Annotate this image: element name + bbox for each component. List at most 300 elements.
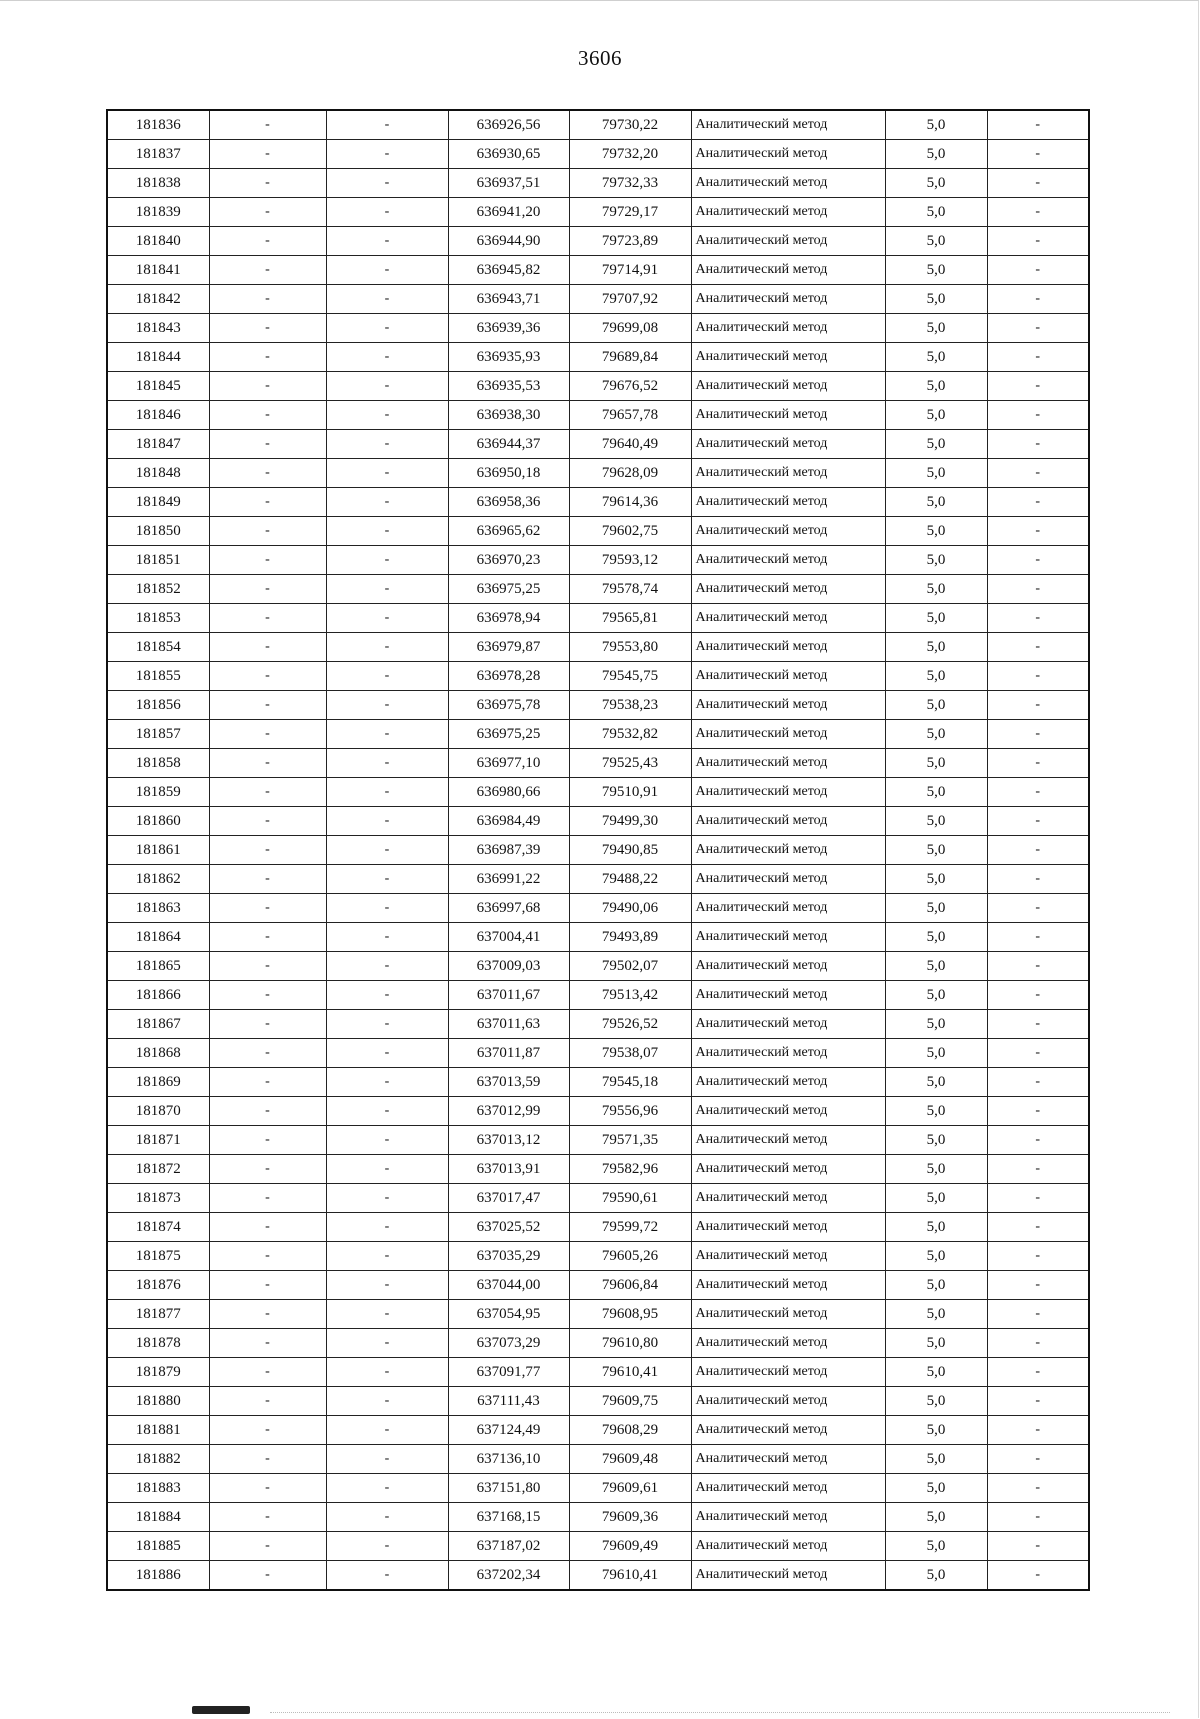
point-number-cell: 181852 [107, 575, 209, 604]
method-cell: Аналитический метод [691, 1387, 885, 1416]
empty-value-cell: - [209, 169, 326, 198]
point-number-cell: 181838 [107, 169, 209, 198]
table-row [107, 1329, 1089, 1358]
accuracy-cell: 5,0 [885, 981, 987, 1010]
point-number-cell: 181854 [107, 633, 209, 662]
empty-value-cell: - [326, 227, 448, 256]
accuracy-cell: 5,0 [885, 894, 987, 923]
empty-value-cell: - [326, 691, 448, 720]
method-cell: Аналитический метод [691, 836, 885, 865]
y-coordinate-cell: 79513,42 [569, 981, 691, 1010]
method-cell: Аналитический метод [691, 546, 885, 575]
table-row [107, 1474, 1089, 1503]
table-row [107, 430, 1089, 459]
point-number-cell: 181857 [107, 720, 209, 749]
accuracy-cell: 5,0 [885, 314, 987, 343]
empty-value-cell: - [326, 1474, 448, 1503]
x-coordinate-cell: 637013,12 [448, 1126, 569, 1155]
table-row [107, 198, 1089, 227]
accuracy-cell: 5,0 [885, 1184, 987, 1213]
method-cell: Аналитический метод [691, 923, 885, 952]
empty-value-cell: - [987, 1387, 1089, 1416]
y-coordinate-cell: 79609,75 [569, 1387, 691, 1416]
empty-value-cell: - [209, 720, 326, 749]
empty-value-cell: - [987, 749, 1089, 778]
accuracy-cell: 5,0 [885, 1097, 987, 1126]
table-row [107, 1503, 1089, 1532]
empty-value-cell: - [209, 1039, 326, 1068]
point-number-cell: 181872 [107, 1155, 209, 1184]
table-row [107, 459, 1089, 488]
table-row [107, 1358, 1089, 1387]
y-coordinate-cell: 79590,61 [569, 1184, 691, 1213]
empty-value-cell: - [326, 1039, 448, 1068]
method-cell: Аналитический метод [691, 1329, 885, 1358]
empty-value-cell: - [209, 662, 326, 691]
empty-value-cell: - [987, 1184, 1089, 1213]
accuracy-cell: 5,0 [885, 691, 987, 720]
empty-value-cell: - [209, 140, 326, 169]
method-cell: Аналитический метод [691, 807, 885, 836]
table-row [107, 401, 1089, 430]
method-cell: Аналитический метод [691, 314, 885, 343]
empty-value-cell: - [987, 227, 1089, 256]
point-number-cell: 181839 [107, 198, 209, 227]
y-coordinate-cell: 79488,22 [569, 865, 691, 894]
x-coordinate-cell: 637013,91 [448, 1155, 569, 1184]
empty-value-cell: - [209, 633, 326, 662]
point-number-cell: 181874 [107, 1213, 209, 1242]
accuracy-cell: 5,0 [885, 1242, 987, 1271]
method-cell: Аналитический метод [691, 343, 885, 372]
accuracy-cell: 5,0 [885, 517, 987, 546]
y-coordinate-cell: 79545,75 [569, 662, 691, 691]
empty-value-cell: - [209, 923, 326, 952]
y-coordinate-cell: 79490,85 [569, 836, 691, 865]
empty-value-cell: - [209, 1416, 326, 1445]
empty-value-cell: - [209, 401, 326, 430]
empty-value-cell: - [326, 546, 448, 575]
method-cell: Аналитический метод [691, 662, 885, 691]
empty-value-cell: - [987, 1271, 1089, 1300]
empty-value-cell: - [987, 575, 1089, 604]
empty-value-cell: - [987, 865, 1089, 894]
accuracy-cell: 5,0 [885, 1561, 987, 1591]
table-row [107, 778, 1089, 807]
point-number-cell: 181858 [107, 749, 209, 778]
accuracy-cell: 5,0 [885, 110, 987, 140]
empty-value-cell: - [987, 488, 1089, 517]
table-row [107, 1213, 1089, 1242]
empty-value-cell: - [987, 952, 1089, 981]
point-number-cell: 181847 [107, 430, 209, 459]
accuracy-cell: 5,0 [885, 778, 987, 807]
y-coordinate-cell: 79729,17 [569, 198, 691, 227]
empty-value-cell: - [326, 807, 448, 836]
empty-value-cell: - [209, 488, 326, 517]
y-coordinate-cell: 79556,96 [569, 1097, 691, 1126]
table-row [107, 807, 1089, 836]
point-number-cell: 181861 [107, 836, 209, 865]
accuracy-cell: 5,0 [885, 1416, 987, 1445]
y-coordinate-cell: 79593,12 [569, 546, 691, 575]
x-coordinate-cell: 637011,63 [448, 1010, 569, 1039]
y-coordinate-cell: 79526,52 [569, 1010, 691, 1039]
table-row [107, 1126, 1089, 1155]
empty-value-cell: - [326, 1242, 448, 1271]
empty-value-cell: - [209, 343, 326, 372]
point-number-cell: 181856 [107, 691, 209, 720]
empty-value-cell: - [987, 1155, 1089, 1184]
y-coordinate-cell: 79602,75 [569, 517, 691, 546]
point-number-cell: 181869 [107, 1068, 209, 1097]
point-number-cell: 181886 [107, 1561, 209, 1591]
empty-value-cell: - [326, 1300, 448, 1329]
empty-value-cell: - [326, 952, 448, 981]
empty-value-cell: - [209, 1503, 326, 1532]
table-row [107, 691, 1089, 720]
empty-value-cell: - [209, 894, 326, 923]
y-coordinate-cell: 79730,22 [569, 110, 691, 140]
y-coordinate-cell: 79609,61 [569, 1474, 691, 1503]
empty-value-cell: - [987, 1213, 1089, 1242]
empty-value-cell: - [987, 285, 1089, 314]
accuracy-cell: 5,0 [885, 1474, 987, 1503]
accuracy-cell: 5,0 [885, 923, 987, 952]
point-number-cell: 181846 [107, 401, 209, 430]
x-coordinate-cell: 636944,90 [448, 227, 569, 256]
accuracy-cell: 5,0 [885, 1126, 987, 1155]
method-cell: Аналитический метод [691, 604, 885, 633]
method-cell: Аналитический метод [691, 488, 885, 517]
empty-value-cell: - [209, 1329, 326, 1358]
empty-value-cell: - [209, 517, 326, 546]
scan-artifact [192, 1706, 250, 1714]
coordinates-table [106, 109, 1090, 1591]
y-coordinate-cell: 79723,89 [569, 227, 691, 256]
y-coordinate-cell: 79610,80 [569, 1329, 691, 1358]
x-coordinate-cell: 636944,37 [448, 430, 569, 459]
empty-value-cell: - [987, 256, 1089, 285]
empty-value-cell: - [987, 1039, 1089, 1068]
x-coordinate-cell: 637187,02 [448, 1532, 569, 1561]
method-cell: Аналитический метод [691, 140, 885, 169]
y-coordinate-cell: 79608,95 [569, 1300, 691, 1329]
empty-value-cell: - [326, 256, 448, 285]
point-number-cell: 181873 [107, 1184, 209, 1213]
x-coordinate-cell: 636970,23 [448, 546, 569, 575]
x-coordinate-cell: 636975,25 [448, 575, 569, 604]
method-cell: Аналитический метод [691, 1474, 885, 1503]
table-row [107, 488, 1089, 517]
point-number-cell: 181877 [107, 1300, 209, 1329]
empty-value-cell: - [987, 633, 1089, 662]
method-cell: Аналитический метод [691, 517, 885, 546]
empty-value-cell: - [326, 285, 448, 314]
point-number-cell: 181849 [107, 488, 209, 517]
table-row [107, 1271, 1089, 1300]
x-coordinate-cell: 637011,67 [448, 981, 569, 1010]
accuracy-cell: 5,0 [885, 575, 987, 604]
method-cell: Аналитический метод [691, 1126, 885, 1155]
y-coordinate-cell: 79689,84 [569, 343, 691, 372]
x-coordinate-cell: 636939,36 [448, 314, 569, 343]
method-cell: Аналитический метод [691, 691, 885, 720]
empty-value-cell: - [326, 1329, 448, 1358]
empty-value-cell: - [326, 981, 448, 1010]
accuracy-cell: 5,0 [885, 401, 987, 430]
empty-value-cell: - [987, 1445, 1089, 1474]
empty-value-cell: - [326, 575, 448, 604]
empty-value-cell: - [987, 1503, 1089, 1532]
empty-value-cell: - [209, 1213, 326, 1242]
method-cell: Аналитический метод [691, 430, 885, 459]
x-coordinate-cell: 637124,49 [448, 1416, 569, 1445]
x-coordinate-cell: 636978,28 [448, 662, 569, 691]
empty-value-cell: - [326, 1010, 448, 1039]
point-number-cell: 181880 [107, 1387, 209, 1416]
empty-value-cell: - [209, 430, 326, 459]
method-cell: Аналитический метод [691, 1271, 885, 1300]
empty-value-cell: - [209, 1387, 326, 1416]
empty-value-cell: - [987, 1300, 1089, 1329]
point-number-cell: 181882 [107, 1445, 209, 1474]
method-cell: Аналитический метод [691, 952, 885, 981]
method-cell: Аналитический метод [691, 1532, 885, 1561]
y-coordinate-cell: 79493,89 [569, 923, 691, 952]
y-coordinate-cell: 79538,23 [569, 691, 691, 720]
table-row [107, 110, 1089, 140]
table-row [107, 923, 1089, 952]
y-coordinate-cell: 79610,41 [569, 1358, 691, 1387]
accuracy-cell: 5,0 [885, 140, 987, 169]
empty-value-cell: - [987, 1358, 1089, 1387]
accuracy-cell: 5,0 [885, 1532, 987, 1561]
point-number-cell: 181871 [107, 1126, 209, 1155]
point-number-cell: 181868 [107, 1039, 209, 1068]
x-coordinate-cell: 636977,10 [448, 749, 569, 778]
empty-value-cell: - [987, 430, 1089, 459]
empty-value-cell: - [326, 1068, 448, 1097]
point-number-cell: 181884 [107, 1503, 209, 1532]
empty-value-cell: - [326, 430, 448, 459]
empty-value-cell: - [209, 952, 326, 981]
empty-value-cell: - [209, 1242, 326, 1271]
empty-value-cell: - [209, 778, 326, 807]
y-coordinate-cell: 79732,20 [569, 140, 691, 169]
x-coordinate-cell: 637009,03 [448, 952, 569, 981]
y-coordinate-cell: 79502,07 [569, 952, 691, 981]
y-coordinate-cell: 79714,91 [569, 256, 691, 285]
accuracy-cell: 5,0 [885, 256, 987, 285]
method-cell: Аналитический метод [691, 169, 885, 198]
point-number-cell: 181862 [107, 865, 209, 894]
empty-value-cell: - [209, 1155, 326, 1184]
accuracy-cell: 5,0 [885, 1358, 987, 1387]
empty-value-cell: - [326, 1532, 448, 1561]
y-coordinate-cell: 79599,72 [569, 1213, 691, 1242]
empty-value-cell: - [326, 720, 448, 749]
empty-value-cell: - [326, 1126, 448, 1155]
point-number-cell: 181836 [107, 110, 209, 140]
table-row [107, 285, 1089, 314]
y-coordinate-cell: 79640,49 [569, 430, 691, 459]
table-row [107, 633, 1089, 662]
table-row [107, 749, 1089, 778]
method-cell: Аналитический метод [691, 981, 885, 1010]
method-cell: Аналитический метод [691, 894, 885, 923]
x-coordinate-cell: 637136,10 [448, 1445, 569, 1474]
x-coordinate-cell: 636987,39 [448, 836, 569, 865]
point-number-cell: 181875 [107, 1242, 209, 1271]
method-cell: Аналитический метод [691, 227, 885, 256]
x-coordinate-cell: 636978,94 [448, 604, 569, 633]
table-row [107, 1010, 1089, 1039]
empty-value-cell: - [209, 865, 326, 894]
x-coordinate-cell: 637168,15 [448, 1503, 569, 1532]
accuracy-cell: 5,0 [885, 169, 987, 198]
empty-value-cell: - [987, 981, 1089, 1010]
x-coordinate-cell: 636941,20 [448, 198, 569, 227]
empty-value-cell: - [209, 575, 326, 604]
point-number-cell: 181863 [107, 894, 209, 923]
accuracy-cell: 5,0 [885, 807, 987, 836]
table-row [107, 865, 1089, 894]
x-coordinate-cell: 637111,43 [448, 1387, 569, 1416]
y-coordinate-cell: 79510,91 [569, 778, 691, 807]
accuracy-cell: 5,0 [885, 1300, 987, 1329]
empty-value-cell: - [326, 401, 448, 430]
x-coordinate-cell: 637151,80 [448, 1474, 569, 1503]
method-cell: Аналитический метод [691, 1445, 885, 1474]
accuracy-cell: 5,0 [885, 198, 987, 227]
table-row [107, 1068, 1089, 1097]
scan-artifact-line [270, 1712, 1170, 1714]
accuracy-cell: 5,0 [885, 1039, 987, 1068]
point-number-cell: 181866 [107, 981, 209, 1010]
x-coordinate-cell: 636950,18 [448, 459, 569, 488]
page-number: 3606 [578, 46, 622, 70]
empty-value-cell: - [209, 459, 326, 488]
accuracy-cell: 5,0 [885, 1329, 987, 1358]
empty-value-cell: - [326, 836, 448, 865]
accuracy-cell: 5,0 [885, 1445, 987, 1474]
empty-value-cell: - [209, 1097, 326, 1126]
accuracy-cell: 5,0 [885, 546, 987, 575]
accuracy-cell: 5,0 [885, 1387, 987, 1416]
method-cell: Аналитический метод [691, 1010, 885, 1039]
y-coordinate-cell: 79490,06 [569, 894, 691, 923]
accuracy-cell: 5,0 [885, 343, 987, 372]
empty-value-cell: - [326, 749, 448, 778]
empty-value-cell: - [987, 894, 1089, 923]
x-coordinate-cell: 636975,25 [448, 720, 569, 749]
empty-value-cell: - [326, 1097, 448, 1126]
x-coordinate-cell: 637073,29 [448, 1329, 569, 1358]
empty-value-cell: - [326, 1213, 448, 1242]
empty-value-cell: - [326, 343, 448, 372]
point-number-cell: 181865 [107, 952, 209, 981]
point-number-cell: 181867 [107, 1010, 209, 1039]
table-row [107, 343, 1089, 372]
x-coordinate-cell: 636935,53 [448, 372, 569, 401]
empty-value-cell: - [987, 517, 1089, 546]
accuracy-cell: 5,0 [885, 459, 987, 488]
method-cell: Аналитический метод [691, 575, 885, 604]
x-coordinate-cell: 637035,29 [448, 1242, 569, 1271]
accuracy-cell: 5,0 [885, 1155, 987, 1184]
method-cell: Аналитический метод [691, 1097, 885, 1126]
empty-value-cell: - [987, 1068, 1089, 1097]
method-cell: Аналитический метод [691, 1242, 885, 1271]
y-coordinate-cell: 79609,36 [569, 1503, 691, 1532]
empty-value-cell: - [326, 488, 448, 517]
empty-value-cell: - [209, 285, 326, 314]
y-coordinate-cell: 79657,78 [569, 401, 691, 430]
y-coordinate-cell: 79532,82 [569, 720, 691, 749]
table-row [107, 836, 1089, 865]
table-row [107, 1097, 1089, 1126]
empty-value-cell: - [987, 923, 1089, 952]
table-row [107, 575, 1089, 604]
empty-value-cell: - [987, 807, 1089, 836]
empty-value-cell: - [987, 1532, 1089, 1561]
x-coordinate-cell: 636991,22 [448, 865, 569, 894]
point-number-cell: 181837 [107, 140, 209, 169]
empty-value-cell: - [209, 1271, 326, 1300]
point-number-cell: 181883 [107, 1474, 209, 1503]
y-coordinate-cell: 79553,80 [569, 633, 691, 662]
accuracy-cell: 5,0 [885, 749, 987, 778]
table-row [107, 1387, 1089, 1416]
empty-value-cell: - [326, 314, 448, 343]
point-number-cell: 181885 [107, 1532, 209, 1561]
empty-value-cell: - [987, 836, 1089, 865]
method-cell: Аналитический метод [691, 285, 885, 314]
x-coordinate-cell: 636930,65 [448, 140, 569, 169]
empty-value-cell: - [209, 1126, 326, 1155]
empty-value-cell: - [326, 140, 448, 169]
empty-value-cell: - [987, 691, 1089, 720]
empty-value-cell: - [987, 314, 1089, 343]
x-coordinate-cell: 637091,77 [448, 1358, 569, 1387]
method-cell: Аналитический метод [691, 1155, 885, 1184]
table-row [107, 140, 1089, 169]
point-number-cell: 181848 [107, 459, 209, 488]
empty-value-cell: - [987, 1329, 1089, 1358]
method-cell: Аналитический метод [691, 1213, 885, 1242]
point-number-cell: 181841 [107, 256, 209, 285]
empty-value-cell: - [987, 1010, 1089, 1039]
x-coordinate-cell: 637012,99 [448, 1097, 569, 1126]
accuracy-cell: 5,0 [885, 662, 987, 691]
empty-value-cell: - [326, 923, 448, 952]
accuracy-cell: 5,0 [885, 227, 987, 256]
table-row [107, 372, 1089, 401]
x-coordinate-cell: 636926,56 [448, 110, 569, 140]
empty-value-cell: - [209, 314, 326, 343]
x-coordinate-cell: 636945,82 [448, 256, 569, 285]
table-row [107, 1155, 1089, 1184]
empty-value-cell: - [326, 1561, 448, 1591]
x-coordinate-cell: 636979,87 [448, 633, 569, 662]
empty-value-cell: - [987, 372, 1089, 401]
table-row [107, 1242, 1089, 1271]
method-cell: Аналитический метод [691, 372, 885, 401]
table-row [107, 1445, 1089, 1474]
accuracy-cell: 5,0 [885, 836, 987, 865]
accuracy-cell: 5,0 [885, 1213, 987, 1242]
